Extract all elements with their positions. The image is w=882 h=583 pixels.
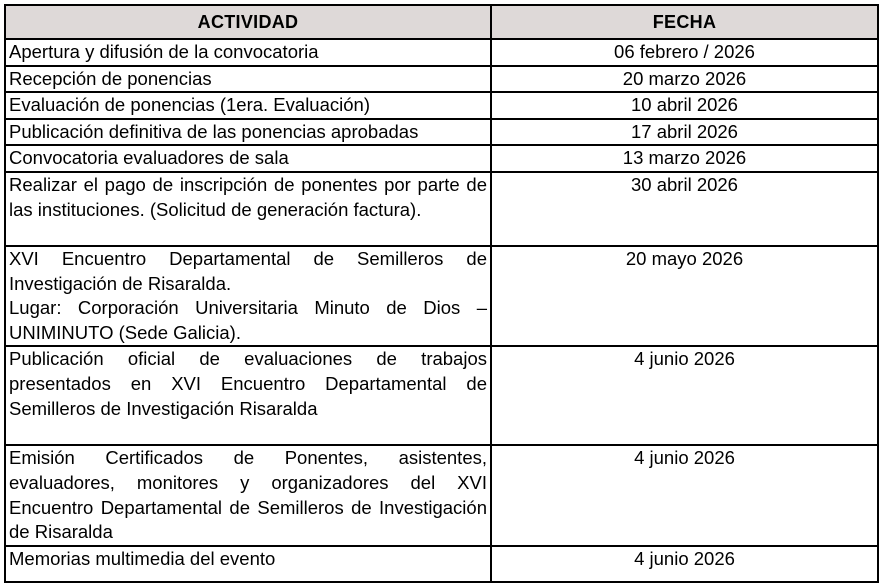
date-cell: 20 mayo 2026 bbox=[491, 246, 878, 346]
activity-cell bbox=[5, 445, 491, 545]
activity-text: Recepción de ponencias bbox=[9, 67, 212, 89]
activity-text: Emisión Certificados de Ponentes, asistentes, evaluadores, monitores y organizadores del XVI Encuentro Departamental de Semilleros de Investigación de Risaralda bbox=[9, 447, 487, 543]
activity-text: Evaluación de ponencias (1era. Evaluación) bbox=[9, 94, 370, 116]
activity-cell bbox=[5, 172, 491, 246]
activity-text: Publicación oficial de evaluaciones de trabajos presentados en XVI Encuentro Departamental de Semilleros de Investigación Risaralda bbox=[9, 348, 487, 419]
table-row bbox=[5, 92, 878, 119]
date-cell: 13 marzo 2026 bbox=[491, 145, 878, 172]
activity-cell bbox=[5, 119, 491, 146]
date-cell: 10 abril 2026 bbox=[491, 92, 878, 119]
date-cell: 20 marzo 2026 bbox=[491, 66, 878, 93]
date-cell: 4 junio 2026 bbox=[491, 546, 878, 582]
activity-text: XVI Encuentro Departamental de Semilleros de Investigación de Risaralda. bbox=[9, 247, 487, 294]
activity-cell bbox=[5, 346, 491, 445]
table-row bbox=[5, 246, 878, 346]
activity-text: Memorias multimedia del evento bbox=[9, 547, 276, 569]
activity-cell bbox=[5, 246, 491, 346]
date-column-header: FECHA bbox=[491, 5, 878, 39]
date-cell: 17 abril 2026 bbox=[491, 119, 878, 146]
date-cell: 06 febrero / 2026 bbox=[491, 39, 878, 66]
table-row bbox=[5, 346, 878, 445]
activity-text: Realizar el pago de inscripción de ponentes por parte de las instituciones. (Solicitud de generación factura). bbox=[9, 173, 487, 220]
activity-cell bbox=[5, 546, 491, 582]
header-row bbox=[5, 5, 878, 39]
table-row bbox=[5, 172, 878, 246]
table-row bbox=[5, 39, 878, 66]
table-row bbox=[5, 445, 878, 545]
table-row bbox=[5, 119, 878, 146]
activity-cell bbox=[5, 145, 491, 172]
schedule-table bbox=[4, 4, 879, 583]
activity-cell bbox=[5, 92, 491, 119]
venue-text: Lugar: Corporación Universitaria Minuto de Dios – UNIMINUTO (Sede Galicia). bbox=[9, 297, 487, 343]
date-cell: 4 junio 2026 bbox=[491, 346, 878, 445]
table-row bbox=[5, 145, 878, 172]
activity-cell bbox=[5, 66, 491, 93]
activity-text: Apertura y difusión de la convocatoria bbox=[9, 41, 319, 62]
table-row bbox=[5, 546, 878, 582]
activity-text: Convocatoria evaluadores de sala bbox=[9, 147, 289, 169]
activity-cell bbox=[5, 39, 491, 66]
activity-text: Publicación definitiva de las ponencias aprobadas bbox=[9, 120, 419, 142]
table-row bbox=[5, 66, 878, 93]
date-cell: 4 junio 2026 bbox=[491, 445, 878, 545]
date-cell: 30 abril 2026 bbox=[491, 172, 878, 246]
activity-column-header: ACTIVIDAD bbox=[5, 5, 491, 39]
